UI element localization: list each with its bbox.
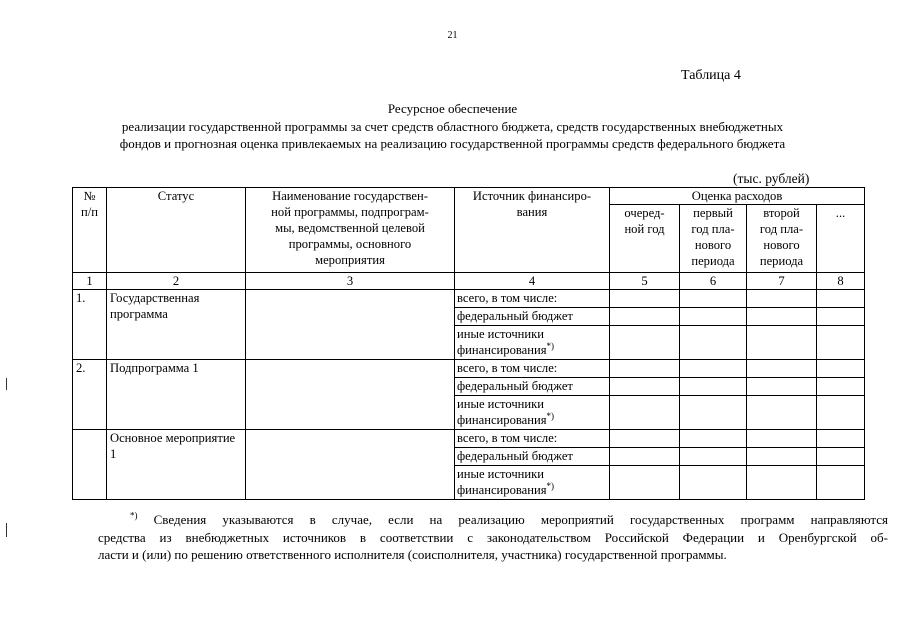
row-num: 1. <box>73 290 107 360</box>
source-total: всего, в том числе: <box>455 290 610 308</box>
source-other: иные источники финансирования*) <box>455 326 610 360</box>
row-name <box>246 360 455 430</box>
row-status: Основное мероприятие 1 <box>107 430 246 500</box>
header-more: ... <box>817 205 865 273</box>
table-row <box>73 360 865 378</box>
table-row <box>73 290 865 308</box>
table-label: Таблица 4 <box>681 68 741 83</box>
footnote-mark: *) <box>130 510 138 521</box>
footnote-line-2: средства из внебюджетных источников в соответствии с законодательством Российской Федерации и Оренбургской об- <box>98 529 888 545</box>
header-status: Статус <box>107 188 246 273</box>
header-second-plan-year: второй год пла- нового периода <box>747 205 817 273</box>
source-total: всего, в том числе: <box>455 360 610 378</box>
column-number: 2 <box>107 273 246 290</box>
table-title-line-1: Ресурсное обеспечение <box>387 101 518 116</box>
column-numbers-row <box>73 273 865 290</box>
header-name: Наименование государствен- ной программы, подпрограм- мы, ведомственной целевой программы, основного мероприятия <box>246 188 455 273</box>
header-estimate: Оценка расходов <box>610 188 865 205</box>
source-federal: федеральный бюджет <box>455 378 610 396</box>
source-total: всего, в том числе: <box>455 430 610 448</box>
table-title-line-2: реализации государственной программы за счет средств областного бюджета, средств государственных внебюджетных <box>121 119 784 134</box>
source-other: иные источники финансирования*) <box>455 466 610 500</box>
column-number: 4 <box>455 273 610 290</box>
row-num <box>73 430 107 500</box>
source-federal: федеральный бюджет <box>455 308 610 326</box>
units-label: (тыс. рублей) <box>733 171 810 186</box>
row-name <box>246 430 455 500</box>
table-row <box>73 430 865 448</box>
header-first-plan-year: первый год пла- нового периода <box>680 205 747 273</box>
row-name <box>246 290 455 360</box>
resources-table <box>72 187 865 500</box>
source-federal: федеральный бюджет <box>455 448 610 466</box>
page-number: 21 <box>447 30 458 41</box>
header-num: № п/п <box>73 188 107 273</box>
header-current-year: очеред- ной год <box>610 205 680 273</box>
column-number: 7 <box>747 273 817 290</box>
margin-mark <box>6 523 7 537</box>
column-number: 5 <box>610 273 680 290</box>
header-source: Источник финансиро- вания <box>455 188 610 273</box>
column-number: 1 <box>73 273 107 290</box>
margin-mark <box>6 378 7 390</box>
source-other: иные источники финансирования*) <box>455 396 610 430</box>
footnote-line-1: *) Сведения указываются в случае, если на реализацию мероприятий государственных программ направляются <box>130 510 889 527</box>
row-num: 2. <box>73 360 107 430</box>
row-status: Государственная программа <box>107 290 246 360</box>
footnote-line-3: ласти и (или) по решению ответственного исполнителя (соисполнителя, участника) государственной программы. <box>98 547 727 562</box>
footnote <box>98 510 889 564</box>
column-number: 8 <box>817 273 865 290</box>
column-number: 6 <box>680 273 747 290</box>
column-number: 3 <box>246 273 455 290</box>
row-status: Подпрограмма 1 <box>107 360 246 430</box>
table-title-line-3: фондов и прогнозная оценка привлекаемых на реализацию государственной программы средств федерального бюджета <box>119 136 786 151</box>
